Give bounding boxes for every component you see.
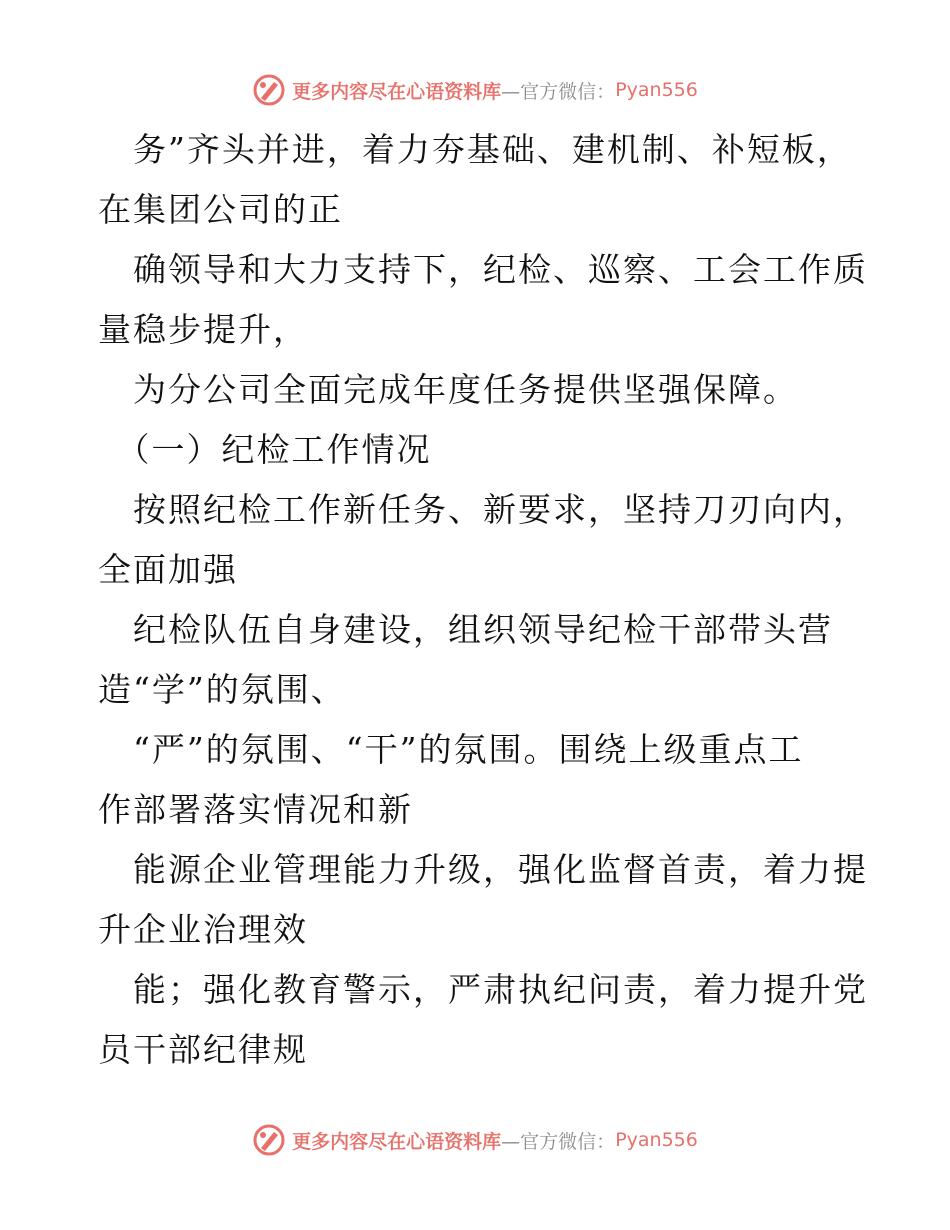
watermark-brand-text: 更多内容尽在心语资料库	[292, 80, 502, 103]
text-line: 能源企业管理能力升级，强化监督首责，着力提	[98, 850, 868, 889]
text-line: 能；强化教育警示，严肃执纪问责，着力提升党	[98, 970, 868, 1009]
text-line: 造“学”的氛围、	[98, 670, 346, 709]
brand-logo-icon	[252, 73, 286, 107]
text-line: 作部署落实情况和新	[98, 790, 413, 829]
brand-logo-icon	[252, 1123, 286, 1157]
text-line: 务”齐头并进，着力夯基础、建机制、补短板，	[98, 130, 852, 169]
text-line: 在集团公司的正	[98, 190, 343, 229]
text-line: 按照纪检工作新任务、新要求，坚持刀刃向内，	[98, 490, 868, 529]
watermark-brand-text: 更多内容尽在心语资料库	[292, 1130, 502, 1153]
text-line: 量稳步提升，	[98, 310, 308, 349]
text-line: 全面加强	[98, 550, 238, 589]
watermark-wechat-id: Pyan556	[615, 79, 698, 101]
watermark-separator-text: —官方微信：	[501, 1130, 616, 1153]
text-line: “严”的氛围、“干”的氛围。围绕上级重点工	[98, 730, 804, 769]
watermark-wechat-id: Pyan556	[615, 1129, 698, 1151]
text-line: 员干部纪律规	[98, 1030, 308, 1069]
footer-watermark	[0, 1120, 950, 1160]
document-body	[98, 120, 868, 1080]
section-heading: （一）纪检工作情况	[98, 430, 432, 469]
text-line: 纪检队伍自身建设，组织领导纪检干部带头营	[98, 610, 833, 649]
text-line: 确领导和大力支持下，纪检、巡察、工会工作质	[98, 250, 868, 289]
text-line: 为分公司全面完成年度任务提供坚强保障。	[98, 370, 798, 409]
text-line: 升企业治理效	[98, 910, 308, 949]
watermark-separator-text: —官方微信：	[501, 80, 616, 103]
header-watermark	[0, 70, 950, 110]
